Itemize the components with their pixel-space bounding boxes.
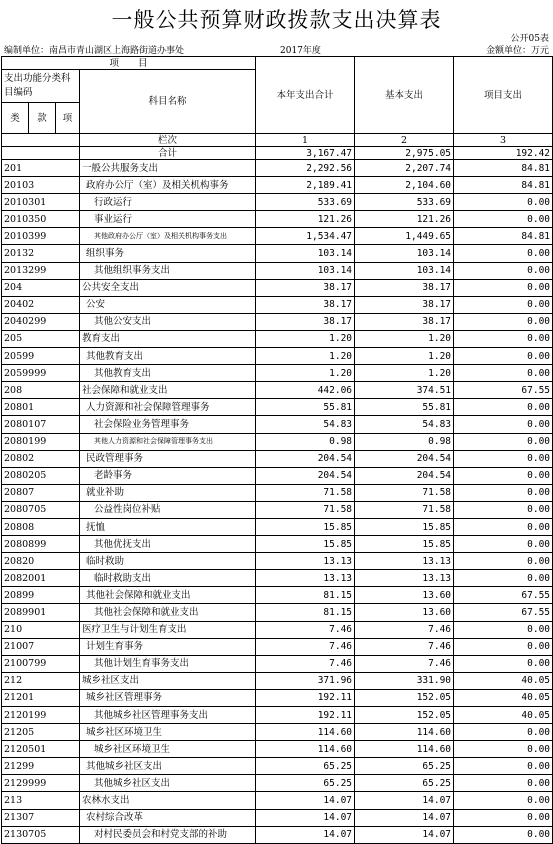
row-code: 2010350 — [2, 211, 80, 228]
total-label: 合计 — [80, 147, 256, 160]
row-code: 2010301 — [2, 194, 80, 211]
row-name: 其他教育支出 — [80, 365, 256, 382]
table-row — [2, 758, 553, 775]
row-code: 21205 — [2, 724, 80, 741]
row-name: 就业补助 — [80, 484, 256, 501]
row-basic: 7.46 — [355, 621, 454, 638]
table-row — [2, 160, 553, 177]
row-code: 210 — [2, 621, 80, 638]
row-code: 2040299 — [2, 313, 80, 330]
row-project: 0.00 — [454, 365, 553, 382]
row-total: 13.13 — [256, 553, 355, 570]
row-code: 2013299 — [2, 262, 80, 279]
row-basic: 1.20 — [355, 330, 454, 347]
header-lanci: 栏次 — [80, 134, 256, 147]
header-item: 项 目 — [2, 57, 256, 70]
row-total: 533.69 — [256, 194, 355, 211]
row-basic: 38.17 — [355, 296, 454, 313]
row-total: 2,189.41 — [256, 177, 355, 194]
row-code: 2120199 — [2, 707, 80, 724]
row-code: 21007 — [2, 638, 80, 655]
row-basic: 152.05 — [355, 707, 454, 724]
table-row — [2, 724, 553, 741]
row-code: 20807 — [2, 484, 80, 501]
table-row — [2, 365, 553, 382]
row-project: 0.00 — [454, 194, 553, 211]
row-basic: 7.46 — [355, 638, 454, 655]
row-basic: 1.20 — [355, 348, 454, 365]
form-number: 公开05表 — [510, 34, 549, 44]
row-code: 20808 — [2, 518, 80, 535]
row-total: 38.17 — [256, 296, 355, 313]
row-code: 2059999 — [2, 365, 80, 382]
row-project: 0.00 — [454, 296, 553, 313]
reporting-unit: 编制单位：南昌市青山湖区上海路街道办事处 — [4, 46, 185, 56]
row-name: 医疗卫生与计划生育支出 — [80, 621, 256, 638]
row-project: 67.55 — [454, 382, 553, 399]
row-code: 20802 — [2, 450, 80, 467]
table-row — [2, 553, 553, 570]
row-total: 7.46 — [256, 655, 355, 672]
row-total: 14.07 — [256, 826, 355, 843]
row-code: 2080205 — [2, 467, 80, 484]
row-name: 临时救助 — [80, 553, 256, 570]
row-name: 抚恤 — [80, 518, 256, 535]
row-project: 0.00 — [454, 348, 553, 365]
row-project: 0.00 — [454, 775, 553, 792]
table-row — [2, 587, 553, 604]
row-project: 0.00 — [454, 211, 553, 228]
row-code: 205 — [2, 330, 80, 347]
row-code: 21201 — [2, 689, 80, 706]
table-row — [2, 501, 553, 518]
row-project: 0.00 — [454, 313, 553, 330]
header-lei: 类 — [2, 103, 29, 134]
row-code: 20801 — [2, 399, 80, 416]
table-row — [2, 775, 553, 792]
row-total: 71.58 — [256, 501, 355, 518]
row-code: 21307 — [2, 809, 80, 826]
row-name: 城乡社区环境卫生 — [80, 741, 256, 758]
row-name: 其他政府办公厅（室）及相关机构事务支出 — [80, 228, 256, 245]
col-number-2: 2 — [355, 134, 454, 147]
row-name: 其他组织事务支出 — [80, 262, 256, 279]
row-project: 0.00 — [454, 518, 553, 535]
header-name-label: 科目名称 — [80, 70, 256, 134]
row-project: 84.81 — [454, 177, 553, 194]
row-code: 2082001 — [2, 570, 80, 587]
table-row — [2, 382, 553, 399]
table-row — [2, 467, 553, 484]
table-row — [2, 672, 553, 689]
table-row — [2, 484, 553, 501]
row-basic: 71.58 — [355, 501, 454, 518]
row-basic: 55.81 — [355, 399, 454, 416]
row-code: 204 — [2, 279, 80, 296]
header-col1: 本年支出合计 — [256, 57, 355, 134]
row-project: 0.00 — [454, 501, 553, 518]
table-row — [2, 570, 553, 587]
row-project: 40.05 — [454, 672, 553, 689]
row-project: 0.00 — [454, 450, 553, 467]
row-project: 0.00 — [454, 433, 553, 450]
row-name: 教育支出 — [80, 330, 256, 347]
row-basic: 13.13 — [355, 570, 454, 587]
total-col2: 2,975.05 — [355, 147, 454, 160]
row-name: 公安 — [80, 296, 256, 313]
row-basic: 533.69 — [355, 194, 454, 211]
table-row — [2, 689, 553, 706]
blank-cell — [2, 147, 80, 160]
row-code: 20132 — [2, 245, 80, 262]
row-name: 其他优抚支出 — [80, 536, 256, 553]
row-project: 84.81 — [454, 160, 553, 177]
row-project: 67.55 — [454, 604, 553, 621]
row-basic: 65.25 — [355, 758, 454, 775]
row-code: 2080107 — [2, 416, 80, 433]
row-total: 38.17 — [256, 313, 355, 330]
row-code: 21299 — [2, 758, 80, 775]
row-basic: 15.85 — [355, 518, 454, 535]
table-row — [2, 279, 553, 296]
table-row — [2, 741, 553, 758]
row-project: 0.00 — [454, 416, 553, 433]
row-code: 212 — [2, 672, 80, 689]
table-row — [2, 638, 553, 655]
table-row — [2, 194, 553, 211]
row-name: 公共安全支出 — [80, 279, 256, 296]
row-name: 人力资源和社会保障管理事务 — [80, 399, 256, 416]
row-name: 其他人力资源和社会保障管理事务支出 — [80, 433, 256, 450]
row-basic: 13.60 — [355, 604, 454, 621]
row-project: 0.00 — [454, 467, 553, 484]
row-code: 20899 — [2, 587, 80, 604]
row-project: 0.00 — [454, 741, 553, 758]
row-basic: 2,207.74 — [355, 160, 454, 177]
row-code: 2089901 — [2, 604, 80, 621]
row-code: 20599 — [2, 348, 80, 365]
row-name: 一般公共服务支出 — [80, 160, 256, 177]
row-basic: 114.60 — [355, 741, 454, 758]
row-project: 0.00 — [454, 399, 553, 416]
row-project: 0.00 — [454, 262, 553, 279]
row-name: 组织事务 — [80, 245, 256, 262]
money-unit: 金额单位：万元 — [485, 46, 549, 56]
row-basic: 7.46 — [355, 655, 454, 672]
row-name: 其他社会保障和就业支出 — [80, 587, 256, 604]
row-name: 临时救助支出 — [80, 570, 256, 587]
blank-cell — [2, 134, 80, 147]
row-name: 对村民委员会和村党支部的补助 — [80, 826, 256, 843]
table-row — [2, 792, 553, 809]
row-total: 204.54 — [256, 467, 355, 484]
row-project: 84.81 — [454, 228, 553, 245]
row-project: 0.00 — [454, 638, 553, 655]
total-col1: 3,167.47 — [256, 147, 355, 160]
row-total: 103.14 — [256, 262, 355, 279]
row-total: 1.20 — [256, 348, 355, 365]
row-basic: 14.07 — [355, 792, 454, 809]
row-name: 其他计划生育事务支出 — [80, 655, 256, 672]
row-code: 2100799 — [2, 655, 80, 672]
table-row — [2, 518, 553, 535]
row-basic: 38.17 — [355, 279, 454, 296]
table-row — [2, 399, 553, 416]
row-total: 121.26 — [256, 211, 355, 228]
row-code: 2120501 — [2, 741, 80, 758]
row-total: 55.81 — [256, 399, 355, 416]
table-row — [2, 228, 553, 245]
row-code: 2080199 — [2, 433, 80, 450]
row-total: 15.85 — [256, 536, 355, 553]
table-row — [2, 177, 553, 194]
row-basic: 114.60 — [355, 724, 454, 741]
row-basic: 331.90 — [355, 672, 454, 689]
row-name: 城乡社区支出 — [80, 672, 256, 689]
header-xiang: 项 — [56, 103, 80, 134]
row-basic: 54.83 — [355, 416, 454, 433]
row-project: 40.05 — [454, 689, 553, 706]
row-name: 计划生育事务 — [80, 638, 256, 655]
table-row — [2, 450, 553, 467]
row-basic: 2,104.60 — [355, 177, 454, 194]
header-code-label: 支出功能分类科目编码 — [2, 70, 80, 103]
row-basic: 121.26 — [355, 211, 454, 228]
row-total: 13.13 — [256, 570, 355, 587]
row-basic: 14.07 — [355, 809, 454, 826]
row-project: 0.00 — [454, 245, 553, 262]
row-name: 老龄事务 — [80, 467, 256, 484]
row-total: 38.17 — [256, 279, 355, 296]
table-row — [2, 262, 553, 279]
row-total: 204.54 — [256, 450, 355, 467]
table-row — [2, 348, 553, 365]
row-total: 7.46 — [256, 638, 355, 655]
page-title: 一般公共预算财政拨款支出决算表 — [111, 8, 442, 32]
row-code: 201 — [2, 160, 80, 177]
fiscal-year: 2017年度 — [280, 46, 321, 56]
row-code: 2130705 — [2, 826, 80, 843]
row-name: 城乡社区环境卫生 — [80, 724, 256, 741]
row-basic: 204.54 — [355, 467, 454, 484]
table-row — [2, 621, 553, 638]
row-project: 40.05 — [454, 707, 553, 724]
table-row — [2, 655, 553, 672]
row-name: 其他城乡社区支出 — [80, 775, 256, 792]
row-name: 事业运行 — [80, 211, 256, 228]
row-code: 2080899 — [2, 536, 80, 553]
row-project: 0.00 — [454, 809, 553, 826]
row-project: 0.00 — [454, 621, 553, 638]
row-total: 81.15 — [256, 587, 355, 604]
row-name: 民政管理事务 — [80, 450, 256, 467]
row-total: 54.83 — [256, 416, 355, 433]
row-total: 14.07 — [256, 792, 355, 809]
row-total: 71.58 — [256, 484, 355, 501]
row-project: 0.00 — [454, 570, 553, 587]
row-total: 371.96 — [256, 672, 355, 689]
row-total: 7.46 — [256, 621, 355, 638]
row-project: 0.00 — [454, 758, 553, 775]
col-number-3: 3 — [454, 134, 553, 147]
row-total: 2,292.56 — [256, 160, 355, 177]
table-row — [2, 245, 553, 262]
table-row — [2, 211, 553, 228]
row-basic: 0.98 — [355, 433, 454, 450]
row-code: 20402 — [2, 296, 80, 313]
header-col3: 项目支出 — [454, 57, 553, 134]
row-total: 65.25 — [256, 758, 355, 775]
table-row — [2, 826, 553, 843]
row-project: 0.00 — [454, 724, 553, 741]
header-col2: 基本支出 — [355, 57, 454, 134]
table-row — [2, 416, 553, 433]
row-total: 114.60 — [256, 741, 355, 758]
row-total: 1.20 — [256, 330, 355, 347]
row-basic: 13.60 — [355, 587, 454, 604]
row-total: 1.20 — [256, 365, 355, 382]
row-name: 社会保障和就业支出 — [80, 382, 256, 399]
row-total: 65.25 — [256, 775, 355, 792]
row-total: 14.07 — [256, 809, 355, 826]
total-col3: 192.42 — [454, 147, 553, 160]
row-project: 0.00 — [454, 279, 553, 296]
row-basic: 374.51 — [355, 382, 454, 399]
row-name: 农林水支出 — [80, 792, 256, 809]
col-number-1: 1 — [256, 134, 355, 147]
row-basic: 204.54 — [355, 450, 454, 467]
row-total: 15.85 — [256, 518, 355, 535]
row-basic: 103.14 — [355, 245, 454, 262]
row-project: 0.00 — [454, 655, 553, 672]
row-total: 81.15 — [256, 604, 355, 621]
row-basic: 103.14 — [355, 262, 454, 279]
table-row — [2, 433, 553, 450]
table-row — [2, 707, 553, 724]
table-row — [2, 313, 553, 330]
row-code: 20103 — [2, 177, 80, 194]
row-basic: 65.25 — [355, 775, 454, 792]
row-basic: 71.58 — [355, 484, 454, 501]
table-row — [2, 604, 553, 621]
row-name: 农村综合改革 — [80, 809, 256, 826]
row-name: 其他社会保障和就业支出 — [80, 604, 256, 621]
row-total: 192.11 — [256, 689, 355, 706]
row-name: 社会保险业务管理事务 — [80, 416, 256, 433]
row-project: 0.00 — [454, 330, 553, 347]
row-name: 政府办公厅（室）及相关机构事务 — [80, 177, 256, 194]
row-basic: 1,449.65 — [355, 228, 454, 245]
row-code: 2129999 — [2, 775, 80, 792]
row-project: 67.55 — [454, 587, 553, 604]
table-row — [2, 296, 553, 313]
row-project: 0.00 — [454, 536, 553, 553]
row-basic: 38.17 — [355, 313, 454, 330]
row-total: 192.11 — [256, 707, 355, 724]
table-row — [2, 809, 553, 826]
row-project: 0.00 — [454, 553, 553, 570]
row-name: 其他教育支出 — [80, 348, 256, 365]
row-basic: 14.07 — [355, 826, 454, 843]
row-total: 1,534.47 — [256, 228, 355, 245]
row-code: 213 — [2, 792, 80, 809]
row-basic: 1.20 — [355, 365, 454, 382]
row-total: 0.98 — [256, 433, 355, 450]
row-name: 其他公安支出 — [80, 313, 256, 330]
row-code: 208 — [2, 382, 80, 399]
row-name: 公益性岗位补贴 — [80, 501, 256, 518]
row-name: 城乡社区管理事务 — [80, 689, 256, 706]
row-project: 0.00 — [454, 484, 553, 501]
row-code: 2010399 — [2, 228, 80, 245]
row-name: 行政运行 — [80, 194, 256, 211]
table-row — [2, 330, 553, 347]
row-total: 442.06 — [256, 382, 355, 399]
row-total: 114.60 — [256, 724, 355, 741]
row-code: 2080705 — [2, 501, 80, 518]
header-kuan: 款 — [29, 103, 56, 134]
row-total: 103.14 — [256, 245, 355, 262]
row-name: 其他城乡社区管理事务支出 — [80, 707, 256, 724]
row-basic: 152.05 — [355, 689, 454, 706]
row-project: 0.00 — [454, 792, 553, 809]
row-project: 0.00 — [454, 826, 553, 843]
table-row — [2, 536, 553, 553]
expenditure-table — [1, 56, 553, 844]
row-basic: 13.13 — [355, 553, 454, 570]
row-name: 其他城乡社区支出 — [80, 758, 256, 775]
row-code: 20820 — [2, 553, 80, 570]
row-basic: 15.85 — [355, 536, 454, 553]
